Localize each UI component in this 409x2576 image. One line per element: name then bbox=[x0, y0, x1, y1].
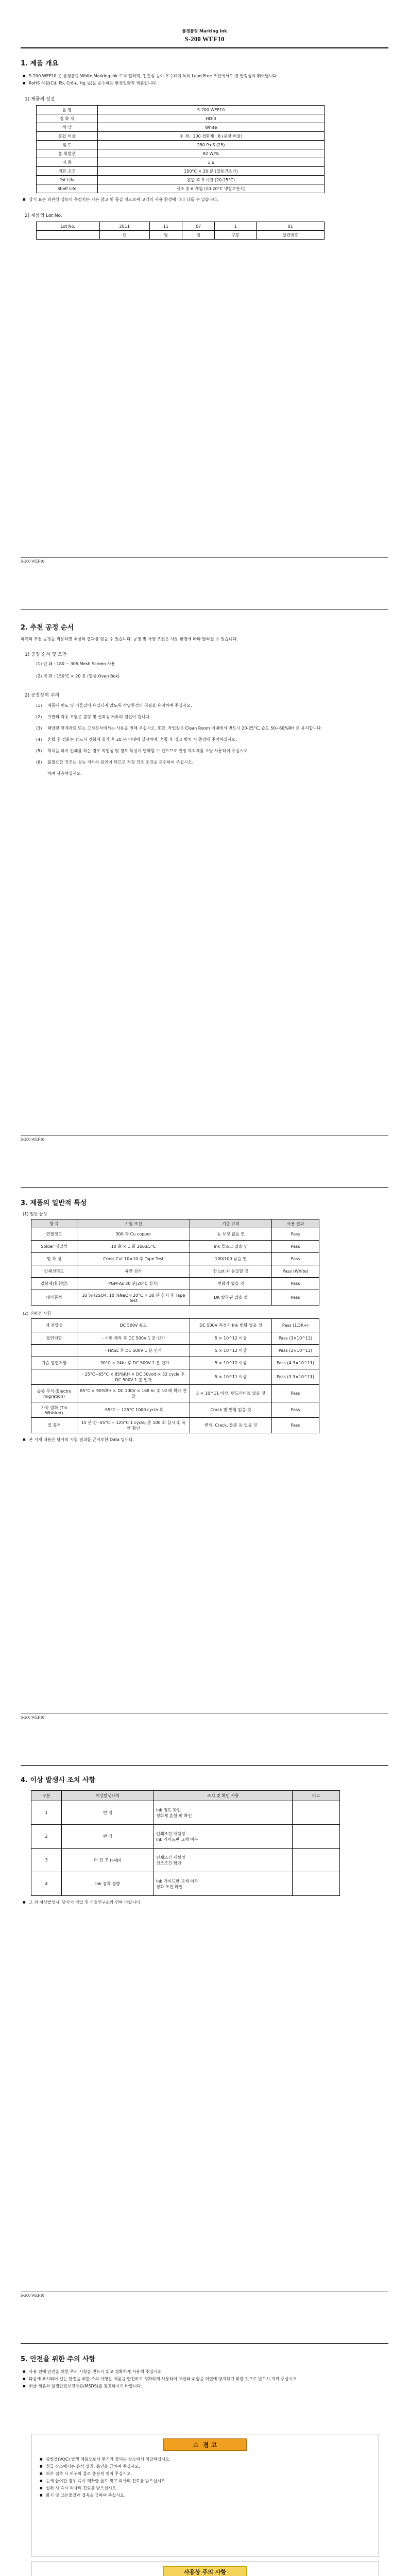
page-footer: S-200 WEF10 bbox=[21, 2292, 388, 2298]
page-footer: S-200 WEF10 bbox=[21, 557, 388, 564]
list-item: (6) 불필요한 건조는 성능 저하의 원인이 되므로 적정 건조 조건을 준수하여 주십시오. bbox=[36, 760, 193, 765]
table-row: 경 화 제 HD-3 bbox=[37, 114, 325, 123]
list-item: ■ 피부 접촉 시 비누와 물로 충분히 씻어 주십시오. bbox=[38, 2470, 372, 2478]
page-2 bbox=[0, 578, 409, 1156]
list-item: (5) 희석을 하여 인쇄를 하는 경우 작업성 및 경도 특성이 변화할 수 있으므로 권장 희석제를 소량 사용하여 주십시오. bbox=[36, 749, 249, 753]
table-row: 경화제(황휘발) PGM-As 30 분(20°C 침지) 변화가 없을 것 Pass bbox=[31, 1278, 319, 1290]
list-item: (1) 제품에 면도 및 이물질이 유입되지 않도록 작업환경의 청결을 유지하여 주십시오. bbox=[36, 703, 192, 708]
header-rule bbox=[21, 1765, 388, 1766]
process-step: (1) 인 쇄 : 180 ~ 305 Mesh Screen 사용 bbox=[36, 662, 115, 666]
list-item: ■ 취급 장소에서는 음식 섭취, 흡연을 금하여 주십시오. bbox=[38, 2463, 372, 2470]
page-5 bbox=[0, 2312, 409, 2576]
table-row: 연필경도 300 각 Cu copper 동 보정 없음 연 Pass bbox=[31, 1228, 319, 1241]
troubleshooting-table bbox=[31, 1790, 340, 1896]
general-properties-table bbox=[31, 1219, 319, 1306]
note-text: ■ 상기 표는 외관상 성능의 측정치는 기본 참고 및 품질 정도로써 고객의 사용 환경에 따라 다를 수 있습니다. bbox=[21, 196, 388, 204]
subsection-title: 1) 공정 순서 및 조건 bbox=[25, 652, 67, 657]
section-title: 2. 추천 공정 순서 bbox=[21, 624, 74, 632]
list-item: ■ 증발물(VOC) 발생 제품으로서 환기가 잘되는 장소에서 취급하십시오. bbox=[38, 2456, 372, 2463]
closing-text: 하여 사용하십시오. bbox=[47, 771, 82, 776]
doc-title: S-200 WEF10 bbox=[184, 35, 225, 43]
table-row: Solder 내열성 10 초 × 1 회 260±5°C Ink 들뜨고 없을 연 Pass bbox=[31, 1241, 319, 1253]
table-header-row: 구분 이상발생내역 조치 및 확인 사항 비고 bbox=[31, 1791, 340, 1801]
section-title: 5. 안전을 위한 주의 사항 bbox=[21, 2355, 96, 2363]
table-row: 혼합 비율 주 제 : 100 경화제 : 8 (중량 비율) bbox=[37, 132, 325, 141]
list-item: ■ 눈에 들어간 경우 즉시 깨끗한 물로 씻고 의사의 진료를 받으십시오. bbox=[38, 2478, 372, 2485]
table-row: 비 중 1.6 bbox=[37, 158, 325, 167]
table-row: 밀 착 성 Cross Cut 10×10 후 Tape Test 100/100 남을 연 Pass bbox=[31, 1253, 319, 1265]
bullet: ■ 취급 제품의 물질안전보건자료(MSDS)를 참고하시기 바랍니다. bbox=[21, 2383, 388, 2390]
properties-table bbox=[36, 105, 325, 193]
table-header-row: 항 목 시험 조건 기준 규격 사용 결과 bbox=[31, 1219, 319, 1228]
table-row: 색 상 White bbox=[37, 123, 325, 132]
process-step: (2) 경 화 : 150°C × 20 분 (열풍 Oven Box) bbox=[36, 674, 120, 679]
table-row: 품 명 S-200 WEF10 bbox=[37, 106, 325, 114]
list-item: (2) 기판의 각종 오염은 불량 및 신뢰성 저하의 원인이 됩니다. bbox=[36, 715, 151, 719]
table-row: 1 번 짐 Ink 점도 확인 경화제 혼합 비 확인 bbox=[31, 1801, 340, 1825]
caution-box bbox=[31, 2562, 379, 2576]
table-row: Pot Life 혼합 후 3 시간 (20-25°C) bbox=[37, 176, 325, 184]
lot-table bbox=[36, 222, 325, 240]
table-row: 점 도 250 Pa·S (25) bbox=[37, 141, 325, 149]
list-item: (4) 혼합 후 경화는 반드시 경화제 첨가 후 20 분 이내에 실시하며, 혼합 후 잉크 방치 시 증점에 주의하십시오. bbox=[36, 737, 237, 742]
overview-bullets bbox=[21, 73, 388, 87]
table-row: 내약품성 10 %H2SO4, 10 %NaOH 20°C × 30 분 침지 후 Tape test DK 탈착된 없을 것 Pass bbox=[31, 1290, 319, 1306]
table-row: 2 번 짐 인쇄조건 재설정 Ink 가이드판 교체 여부 bbox=[31, 1825, 340, 1849]
subsection-title: (1) 일반 물성 bbox=[23, 1212, 47, 1216]
warning-banner: ⚠ 경 고 bbox=[163, 2438, 247, 2451]
table-row: 인쇄선명도 육안 검사 잔 Lot 와 동일할 것 Pass (White) bbox=[31, 1265, 319, 1278]
note-text: ■ 그 외 이상발생시, 당사의 영업 및 기술연구소와 연락 바랍니다. bbox=[21, 1899, 388, 1906]
table-row: Shelf Life 제조 후 6 개월 (10-20°C 냉장보관시) bbox=[37, 184, 325, 193]
section-title: 1. 제품 개요 bbox=[21, 60, 59, 67]
table-row: 년 월 일 구분 일련번호 bbox=[37, 231, 325, 240]
note-list bbox=[21, 1899, 388, 1906]
table-row: 불 휘발분 82 Wt% bbox=[37, 149, 325, 158]
header-rule bbox=[21, 1187, 388, 1188]
bullet: ■ S-200 WEF10 은 플경플형 White Marking Ink 로써 밀착력, 전건성 등이 우수하며 특히 Lead-Free 조건에서도 변 안정성이 뛰어납니다. bbox=[21, 73, 388, 80]
page-3 bbox=[0, 1156, 409, 1734]
note-list bbox=[21, 196, 388, 204]
table-row: - HASL 후 DC 500V 1 분 인가 5 × 10^12 이상 Pass (2×10^12) bbox=[31, 1345, 319, 1357]
section-title: 3. 제품의 일반적 특성 bbox=[21, 1199, 87, 1207]
header-rule bbox=[21, 47, 388, 48]
note-list bbox=[21, 1436, 388, 1444]
page-footer: S-200 WEF10 bbox=[21, 1136, 388, 1142]
warning-triangle-icon: ⚠ bbox=[193, 2441, 199, 2448]
table-row: 내 전압성 DC 500V 유도 DC 500V 측정시 Ink 변화 없을 것 Pass (1.5K+) bbox=[31, 1319, 319, 1332]
table-row: Lot No. 2011 11 07 1 01 bbox=[37, 222, 325, 231]
note-text: ■ 본 기재 내용은 당사의 시험 결과를 근거로한 Data 입니다. bbox=[21, 1436, 388, 1444]
bullet: ■ 사용 전에 안전을 위한 주의 사항을 반드시 읽고 정확하게 사용해 주십시오. bbox=[21, 2368, 388, 2376]
reliability-table bbox=[31, 1318, 319, 1433]
list-item: ■ 섭취 시 즉시 의사의 진료를 받으십시오. bbox=[38, 2485, 372, 2492]
bullet: ■ 다음에 표시되어 있는 안전을 위한 주의 사항은 제품을 안전하고 정확하게 사용하여 재산과 위험을 미연에 방지하기 위한 것으로 반드시 지켜 주십시오. bbox=[21, 2376, 388, 2383]
doc-subtitle: 플경플형 Marking Ink bbox=[182, 29, 227, 33]
bullet: ■ RoHS 지침(Cd, Pb, Cr6+, Hg 등)을 준수하는 환경친화적 제품입니다. bbox=[21, 80, 388, 87]
table-row: 가습 절연저항 - 30°C × 24hr 후 DC 500V 1 분 인가 5 × 10^12 이상 Pass (4.3×10^11) bbox=[31, 1357, 319, 1369]
header-rule bbox=[21, 2343, 388, 2344]
page-4 bbox=[0, 1734, 409, 2312]
table-row: 경화 조건 150°C × 20 분 (열풍건조기) bbox=[37, 167, 325, 176]
subsection-title: 2) 공정상의 주의 bbox=[25, 693, 60, 698]
subsection-title: (2) 신뢰성 시험 bbox=[23, 1311, 52, 1316]
safety-bullets bbox=[21, 2368, 388, 2390]
list-item: (3) 태양광 관계자료 또는 고정분석에서는 사용을 권해 주십시오. 또한, 작업장은 Clean Room 이내에서 반드시 20-25°C, 습도 50~60%RH 로 유지합니다. bbox=[36, 726, 322, 731]
intro-text: 하기의 추천 공정을 적용하면 최상의 결과를 얻을 수 있습니다. 공정 및 사양 조건은 사용 환경에 따라 달라질 수 있습니다. bbox=[21, 637, 238, 641]
process-notes bbox=[36, 702, 376, 777]
warning-list bbox=[31, 2456, 379, 2499]
subsection-title: 1) 제품의 성질 bbox=[25, 97, 55, 102]
table-row: 열 충격 15 분 간 -55°C ~ 125°C 1 cycle, 총 100 회 실시 후 육안 확인 변색, Crack, 들뜸 등 없을 것 Pass bbox=[31, 1418, 319, 1433]
warning-box bbox=[31, 2434, 379, 2556]
page-footer: S-200 WEF10 bbox=[21, 1714, 388, 1720]
page-1 bbox=[0, 0, 409, 578]
subsection-title: 2) 제품의 Lot No. bbox=[25, 213, 62, 218]
table-row: 가속 열화 (Tin Whisker) -55°C ~ 125°C 1000 cycle 후 Crack 및 변형 없을 것 Pass bbox=[31, 1402, 319, 1418]
table-row: 습중 부식 (Electro migration) 85°C × 90%RH × DC 100V × 168 hr 후 10 배 확대 관찰 5 × 10^11 이상, 덴드라이트 없을 것 Pass bbox=[31, 1385, 319, 1402]
table-row: 4 Ink 점착 불량 Ink 가이드판 교체 여부 경화 조건 확인 bbox=[31, 1872, 340, 1896]
section-title: 4. 이상 발생시 조치 사항 bbox=[21, 1776, 96, 1784]
caution-banner: 사용상 주의 사항 bbox=[163, 2566, 247, 2576]
table-row: 절연저항 - 시편 제작 후 DC 500V 1 분 인가 5 × 10^12 이상 Pass (3×10^12) bbox=[31, 1332, 319, 1345]
table-row: 3 미 건 조 (skip) 인쇄조건 재설정 건조조건 확인 bbox=[31, 1849, 340, 1872]
table-row: - 25°C~65°C × 85%RH × DC 50volt × 52 cycle 후 DC 500V 1 분 인가 5 × 10^11 이상 Pass (3.3×10^11) bbox=[31, 1369, 319, 1385]
list-item: ■ 화기 및 고온물질과 접촉을 금하여 주십시오. bbox=[38, 2492, 372, 2499]
